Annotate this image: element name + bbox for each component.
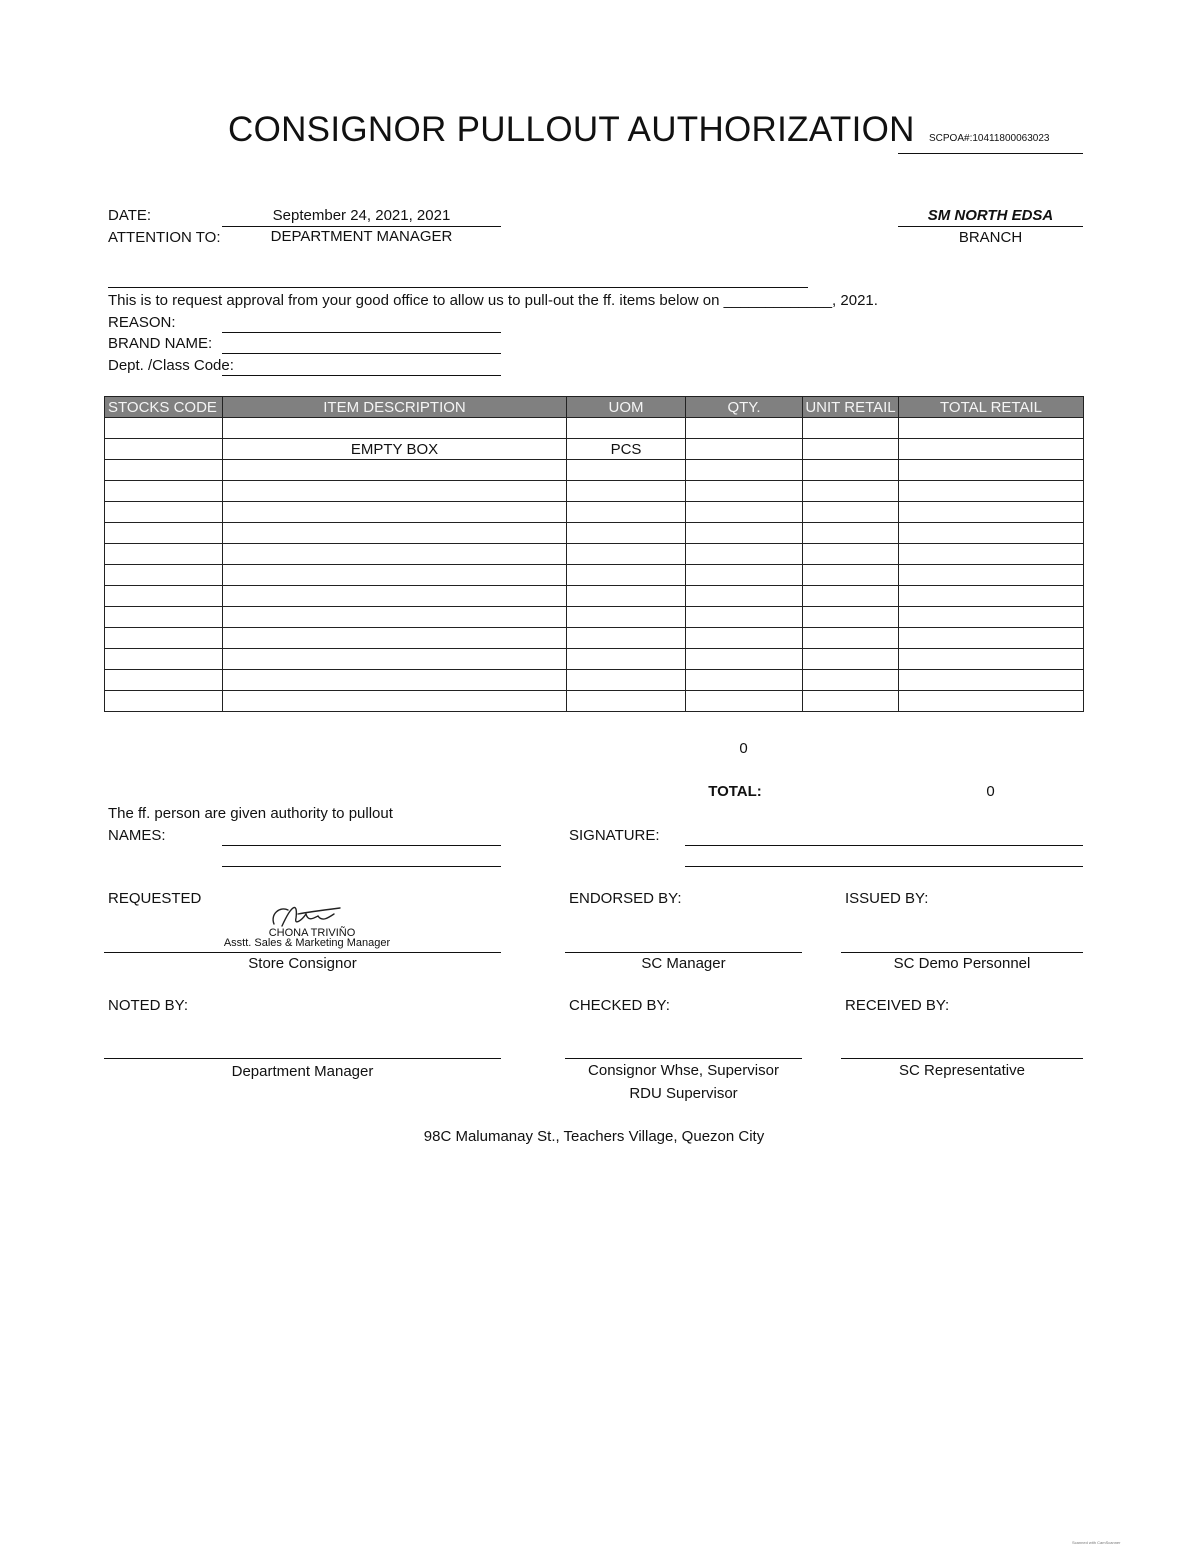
table-cell [686, 670, 803, 691]
table-cell [803, 460, 899, 481]
table-cell [899, 481, 1084, 502]
table-cell [686, 418, 803, 439]
table-cell [686, 502, 803, 523]
table-cell [803, 628, 899, 649]
table-row [105, 565, 1084, 586]
date-label: DATE: [108, 207, 152, 224]
table-cell [686, 628, 803, 649]
names-label: NAMES: [108, 827, 166, 844]
attention-label: ATTENTION TO: [108, 229, 221, 246]
consignor-whse-label: Consignor Whse, Supervisor [588, 1062, 779, 1079]
table-cell [803, 481, 899, 502]
requested-label: REQUESTED [108, 890, 202, 907]
table-cell [223, 649, 567, 670]
reason-label: REASON: [108, 314, 176, 331]
endorsed-label: ENDORSED BY: [569, 890, 682, 907]
table-cell [803, 565, 899, 586]
table-cell [223, 418, 567, 439]
checked-sign-line [565, 1058, 802, 1059]
brand-label: BRAND NAME: [108, 335, 213, 352]
table-cell [567, 649, 686, 670]
table-cell [803, 586, 899, 607]
signature-label: SIGNATURE: [569, 827, 660, 844]
table-row [105, 670, 1084, 691]
table-cell [686, 481, 803, 502]
table-cell: EMPTY BOX [223, 439, 567, 460]
request-text: This is to request approval from your good office to allow us to pull-out the ff. items below on _____________, 2021. [108, 292, 878, 309]
table-cell [105, 460, 223, 481]
table-cell [803, 544, 899, 565]
column-header: ITEM DESCRIPTION [223, 397, 567, 418]
table-cell [105, 565, 223, 586]
items-table [104, 396, 1084, 712]
table-cell [686, 544, 803, 565]
table-cell [105, 628, 223, 649]
column-header: TOTAL RETAIL [899, 397, 1084, 418]
total-value: 0 [986, 783, 995, 800]
dept-class-underline [222, 375, 501, 376]
table-cell [803, 439, 899, 460]
table-cell: PCS [567, 439, 686, 460]
table-cell [803, 670, 899, 691]
attention-value: DEPARTMENT MANAGER [270, 228, 453, 245]
table-cell [567, 502, 686, 523]
table-cell [105, 649, 223, 670]
column-header: UOM [567, 397, 686, 418]
table-cell [223, 481, 567, 502]
table-row [105, 691, 1084, 712]
table-row [105, 460, 1084, 481]
table-cell [567, 691, 686, 712]
sc-rep-label: SC Representative [899, 1062, 1025, 1079]
table-cell [899, 649, 1084, 670]
column-header: UNIT RETAIL [803, 397, 899, 418]
store-underline [898, 226, 1083, 227]
table-cell [899, 565, 1084, 586]
table-cell [223, 523, 567, 544]
table-cell [105, 418, 223, 439]
table-cell [899, 586, 1084, 607]
table-cell [105, 481, 223, 502]
signer-title: Asstt. Sales & Marketing Manager [223, 937, 391, 949]
sc-manager-label: SC Manager [641, 955, 726, 972]
total-label: TOTAL: [708, 783, 762, 800]
table-cell [223, 544, 567, 565]
table-row [105, 523, 1084, 544]
table-cell [567, 607, 686, 628]
table-cell [105, 607, 223, 628]
dept-manager-label: Department Manager [231, 1063, 374, 1080]
store-name: SM NORTH EDSA [927, 207, 1054, 224]
table-cell [223, 628, 567, 649]
branch-label: BRANCH [958, 229, 1023, 246]
requested-sign-line [104, 952, 501, 953]
table-cell [686, 439, 803, 460]
issued-label: ISSUED BY: [845, 890, 929, 907]
brand-underline [222, 353, 501, 354]
scpoa-number: SCPOA#:10411800063023 [929, 133, 1050, 144]
noted-label: NOTED BY: [108, 997, 189, 1014]
table-cell [686, 565, 803, 586]
table-cell [899, 439, 1084, 460]
table-cell [899, 418, 1084, 439]
table-header-row [105, 397, 1084, 418]
table-cell [803, 523, 899, 544]
table-cell [686, 649, 803, 670]
table-cell [899, 502, 1084, 523]
table-cell [686, 607, 803, 628]
table-cell [567, 523, 686, 544]
date-value: September 24, 2021, 2021 [272, 207, 451, 224]
issued-sign-line [841, 952, 1083, 953]
scpoa-underline [898, 153, 1083, 154]
rdu-supervisor-label: RDU Supervisor [629, 1085, 738, 1102]
names-line-1 [222, 845, 501, 846]
table-row [105, 502, 1084, 523]
table-row [105, 418, 1084, 439]
table-cell [686, 586, 803, 607]
table-cell [223, 607, 567, 628]
table-cell [686, 460, 803, 481]
names-line-2 [222, 866, 501, 867]
reason-underline [222, 332, 501, 333]
table-cell [899, 460, 1084, 481]
table-row [105, 649, 1084, 670]
table-cell [567, 586, 686, 607]
table-cell [899, 691, 1084, 712]
table-cell [105, 439, 223, 460]
sc-demo-label: SC Demo Personnel [893, 955, 1031, 972]
table-cell [105, 502, 223, 523]
table-cell [223, 565, 567, 586]
table-cell [567, 544, 686, 565]
table-cell [567, 565, 686, 586]
date-underline [222, 226, 501, 227]
table-cell [105, 523, 223, 544]
table-cell [105, 586, 223, 607]
received-label: RECEIVED BY: [845, 997, 950, 1014]
scanner-watermark: Scanned with CamScanner [1072, 1540, 1121, 1545]
table-row [105, 481, 1084, 502]
table-cell [899, 607, 1084, 628]
table-cell [899, 523, 1084, 544]
table-cell [223, 586, 567, 607]
table-row [105, 607, 1084, 628]
table-row [105, 586, 1084, 607]
endorsed-sign-line [565, 952, 802, 953]
form-title: CONSIGNOR PULLOUT AUTHORIZATION [228, 110, 915, 149]
address: 98C Malumanay St., Teachers Village, Quezon City [423, 1128, 765, 1145]
table-cell [803, 502, 899, 523]
table-cell [803, 418, 899, 439]
table-cell [223, 691, 567, 712]
table-cell [567, 670, 686, 691]
table-cell [803, 607, 899, 628]
table-cell [686, 691, 803, 712]
table-cell [567, 418, 686, 439]
table-cell [899, 544, 1084, 565]
table-cell [686, 523, 803, 544]
table-row [105, 439, 1084, 460]
qty-total: 0 [739, 740, 748, 757]
signature-line-1 [685, 845, 1083, 846]
authority-text: The ff. person are given authority to pullout [108, 805, 393, 822]
separator-line [108, 287, 808, 288]
store-consignor-label: Store Consignor [248, 955, 357, 972]
table-cell [223, 502, 567, 523]
table-cell [567, 628, 686, 649]
table-cell [899, 670, 1084, 691]
table-cell [803, 649, 899, 670]
table-cell [223, 670, 567, 691]
table-row [105, 544, 1084, 565]
table-cell [223, 460, 567, 481]
checked-label: CHECKED BY: [569, 997, 670, 1014]
table-cell [567, 460, 686, 481]
table-cell [105, 544, 223, 565]
noted-sign-line [104, 1058, 501, 1059]
table-cell [105, 691, 223, 712]
table-cell [899, 628, 1084, 649]
column-header: STOCKS CODE [105, 397, 223, 418]
dept-class-label: Dept. /Class Code: [108, 357, 234, 374]
signer-name: CHONA TRIVIÑO [268, 927, 356, 939]
table-cell [567, 481, 686, 502]
received-sign-line [841, 1058, 1083, 1059]
table-cell [105, 670, 223, 691]
column-header: QTY. [686, 397, 803, 418]
table-row [105, 628, 1084, 649]
table-cell [803, 691, 899, 712]
signature-line-2 [685, 866, 1083, 867]
